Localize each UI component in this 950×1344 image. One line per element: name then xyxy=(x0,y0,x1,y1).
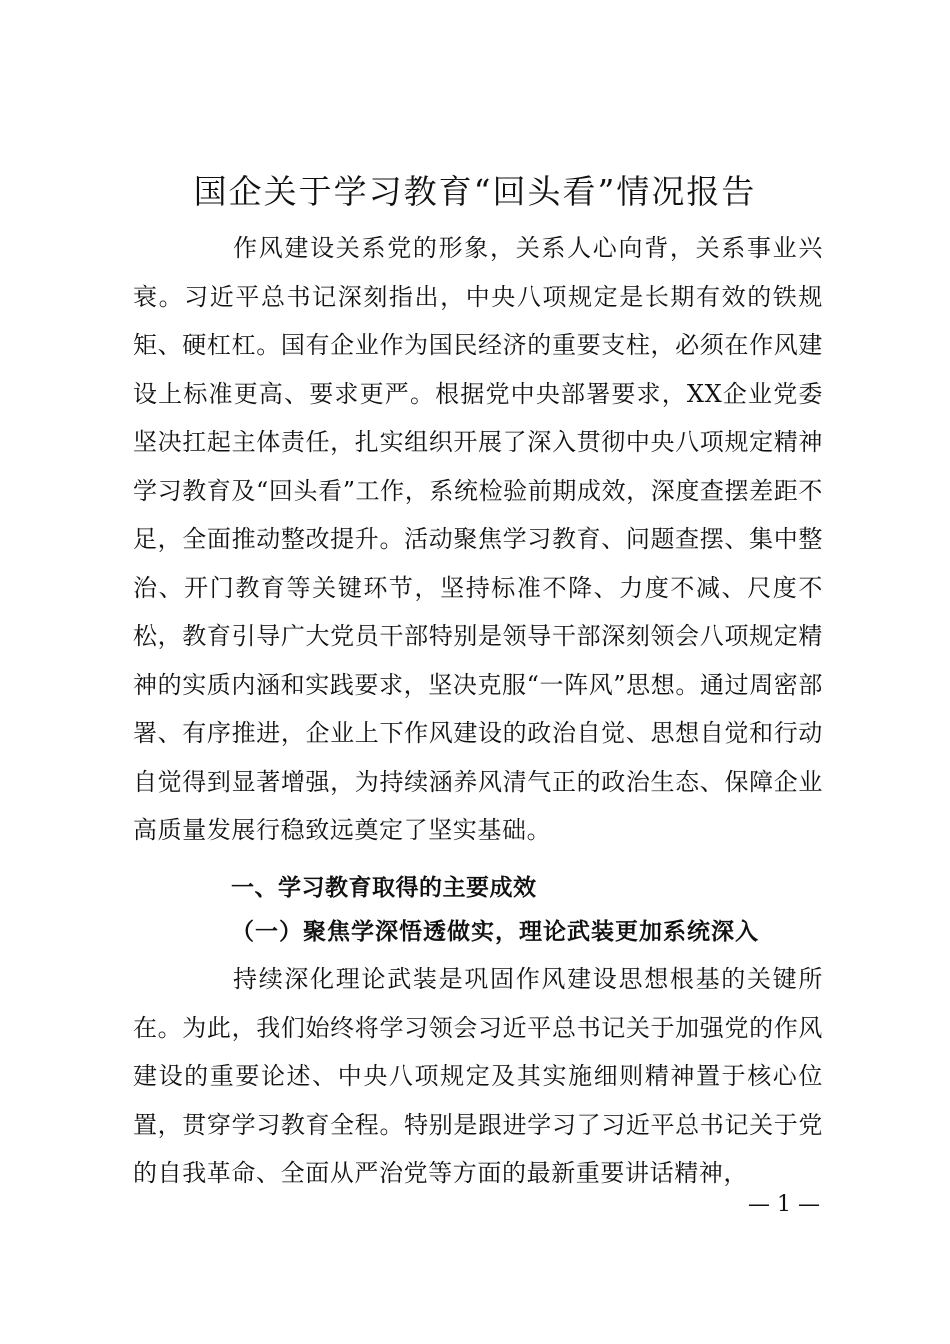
document-title: 国企关于学习教育“回头看”情况报告 xyxy=(193,172,757,211)
subsection-paragraph: 持续深化理论武装是巩固作风建设思想根基的关键所在。为此，我们始终将学习领会习近平总书记关于加强党的作风建设的重要论述、中央八项规定及其实施细则精神置于核心位置，贯穿学习教育全程。特别是跟进学习了习近平总书记关于党的自我革命、全面从严治党等方面的最新重要讲话精神， xyxy=(133,965,823,1187)
subsection-heading: （一）聚焦学深悟透做实，理论武装更加系统深入 xyxy=(231,918,759,945)
intro-paragraph: 作风建设关系党的形象，关系人心向背，关系事业兴衰。习近平总书记深刻指出，中央八项规定是长期有效的铁规矩、硬杠杠。国有企业作为国民经济的重要支柱，必须在作风建设上标准更高、要求更严。根据党中央部署要求，XX企业党委坚决扛起主体责任，扎实组织开展了深入贯彻中央八项规定精神学习教育及“回头看”工作，系统检验前期成效，深度查摆差距不足，全面推动整改提升。活动聚焦学习教育、问题查摆、集中整治、开门教育等关键环节，坚持标准不降、力度不减、尺度不松，教育引导广大党员干部特别是领导干部深刻领会八项规定精神的实质内涵和实践要求，坚决克服“一阵风”思想。通过周密部署、有序推进，企业上下作风建设的政治自觉、思想自觉和行动自觉得到显著增强，为持续涵养风清气正的政治生态、保障企业高质量发展行稳致远奠定了坚实基础。 xyxy=(133,234,823,844)
page-number: — 1 — xyxy=(748,1192,820,1217)
section-heading: 一、学习教育取得的主要成效 xyxy=(231,875,537,901)
